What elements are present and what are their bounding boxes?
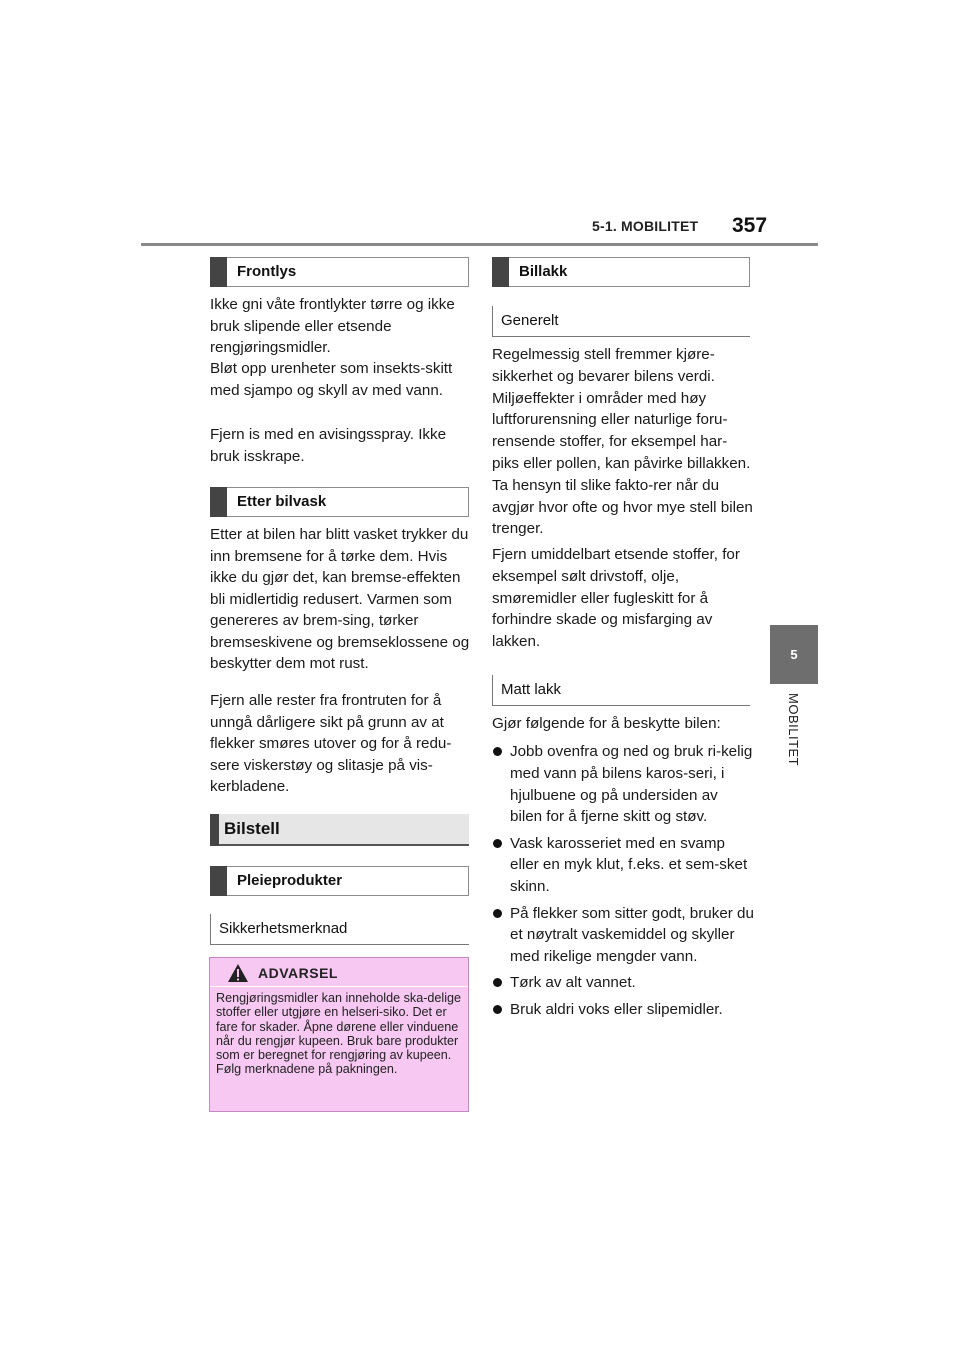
heading-etter-bilvask xyxy=(210,487,469,517)
list-item-text: Tørk av alt vannet. xyxy=(510,974,636,992)
list-item xyxy=(492,833,754,898)
heading-billakk xyxy=(492,257,750,287)
paragraph: Fjern is med en avisingsspray. Ikke bruk isskrape. xyxy=(210,426,447,465)
heading-bar xyxy=(492,257,509,287)
warning-text: Rengjøringsmidler kan inneholde ska-delige stoffer eller utgjøre en helseri-siko. Det er fare for skader. Åpne dørene eller vinduene når du rengjør kupeen. Bruk bare produkter som er beregnet for rengjøring av kupeen. Følg merknadene på pakningen. xyxy=(216,991,462,1077)
heading-bar xyxy=(210,866,227,896)
warning-box xyxy=(209,957,469,1112)
chapter-tab[interactable]: 5 xyxy=(770,625,818,684)
list-item-text: På flekker som sitter godt, bruker du et nøytralt vaskemiddel og skyller med rikelige mengder vann. xyxy=(510,904,754,966)
paragraph: Fjern alle rester fra frontruten for å unngå dårligere sikt på grunn av at flekker smøres utover og for å redu-sere viskerstøy og slitasje på vis-kerbladene. xyxy=(210,692,452,795)
heading-text: Etter bilvask xyxy=(237,493,327,510)
paragraph: Ikke gni våte frontlykter tørre og ikke bruk slipende eller etsende rengjøringsmidler. xyxy=(210,296,455,356)
section-title: 5-1. MOBILITET xyxy=(592,218,699,234)
subheading-matt-lakk xyxy=(492,675,750,706)
subheading-text: Generelt xyxy=(501,312,559,329)
subheading-text: Matt lakk xyxy=(501,681,562,698)
heading-pleieprodukter xyxy=(210,866,469,896)
bullet-icon xyxy=(493,1005,502,1014)
list-item xyxy=(492,903,754,968)
heading-bar xyxy=(210,257,227,287)
bullet-icon xyxy=(493,839,502,848)
heading-bar xyxy=(210,487,227,517)
heading-text: Bilstell xyxy=(224,819,280,838)
subheading-generelt xyxy=(492,306,750,337)
chapter-label: MOBILITET xyxy=(786,693,801,767)
list-item xyxy=(492,972,754,994)
list-item-text: Vask karosseriet med en svamp eller en myk klut, f.eks. et sem-sket skinn. xyxy=(510,834,748,896)
heading-text: Frontlys xyxy=(237,263,297,280)
paragraph: Fjern umiddelbart etsende stoffer, for eksempel sølt drivstoff, olje, smøremidler eller fugleskitt for å forhindre skade og misfarging av lakken. xyxy=(492,546,740,651)
subheading-sikkerhetsmerknad xyxy=(210,914,469,945)
heading-bar xyxy=(210,814,219,846)
page-number: 357 xyxy=(732,214,768,237)
list-item-text: Jobb ovenfra og ned og bruk ri-kelig med vann på bilens karos-seri, i hjulbuene og på undersiden av bilen for å fjerne skitt og støv. xyxy=(510,743,753,826)
subheading-text: Sikkerhetsmerknad xyxy=(219,920,348,937)
paragraph: Etter at bilen har blitt vasket trykker du inn bremsene for å tørke dem. Hvis ikke du gjør det, kan bremse-effekten bli midlertidig redusert. Varmen som genereres av brem-sing, tørker bremseskivene og bremseklossene og beskytter dem mot rust. xyxy=(210,526,470,672)
heading-text: Billakk xyxy=(519,263,568,280)
warning-triangle-icon xyxy=(227,963,249,983)
list-item xyxy=(492,741,754,828)
heading-bilstell xyxy=(210,814,469,846)
bullet-list xyxy=(492,741,754,1025)
warning-title: ADVARSEL xyxy=(258,965,338,981)
bullet-icon xyxy=(493,978,502,987)
list-item xyxy=(492,999,754,1021)
paragraph: Gjør følgende for å beskytte bilen: xyxy=(492,715,721,732)
header-divider xyxy=(141,243,818,246)
list-item-text: Bruk aldri voks eller slipemidler. xyxy=(510,1000,723,1018)
bullet-icon xyxy=(493,747,502,756)
heading-text: Pleieprodukter xyxy=(237,872,343,889)
paragraph: Bløt opp urenheter som insekts-skitt med sjampo og skyll av med vann. xyxy=(210,360,453,399)
paragraph: Regelmessig stell fremmer kjøre-sikkerhet og bevarer bilens verdi. Miljøeffekter i områder med høy luftforurensning eller naturlige foru-rensende stoffer, for eksempel har-piks eller pollen, kan påvirke billakken. Ta hensyn til slike fakto-rer når du avgjør hvor ofte og hvor mye stell bilen trenger. xyxy=(492,346,753,538)
warning-divider xyxy=(210,986,468,987)
bullet-icon xyxy=(493,909,502,918)
heading-frontlys xyxy=(210,257,469,287)
